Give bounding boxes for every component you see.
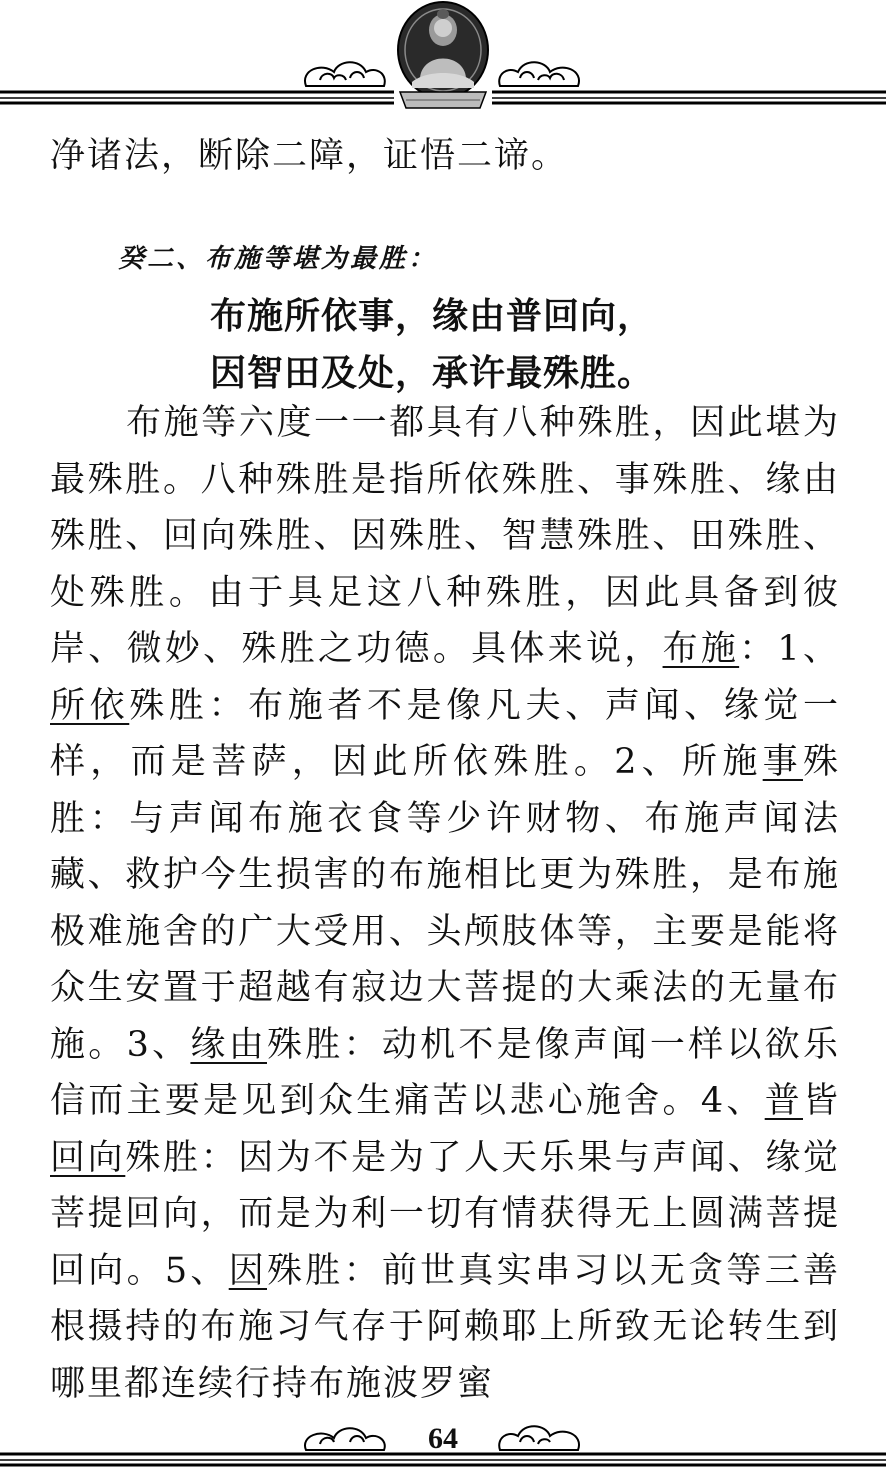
commentary-text: ：1、	[739, 629, 840, 669]
underlined-term: 普	[764, 1081, 803, 1121]
underlined-term: 所依	[50, 685, 130, 726]
page-number: 64	[428, 1422, 458, 1455]
commentary-text: 殊胜：与声闻布施衣食等少许财物、布施声闻法藏、救护今生损害的布施相比更为殊胜，是布施极难施舍的广大受用、头颅肢体等，主要是能将众生安置于超越有寂边大菩提的大乘法的无量布施。3、	[50, 742, 840, 1065]
underlined-term: 事	[762, 742, 803, 782]
underlined-term: 缘由	[190, 1024, 267, 1065]
commentary-text: 布施等六度一一都具有八种殊胜，因此堪为最殊胜。八种殊胜是指所依殊胜、事殊胜、缘由殊胜、回向殊胜、因殊胜、智慧殊胜、田殊胜、处殊胜。由于具足这八种殊胜，因此具备到彼岸、微妙、殊胜之功德。具体来说，	[50, 403, 840, 669]
continuation-line: 净诸法，断除二障，证悟二谛。	[50, 136, 569, 176]
underlined-term: 因	[228, 1250, 267, 1291]
buddha-emblem-icon	[394, 0, 492, 110]
section-heading: 癸二、布施等堪为最胜：	[118, 244, 438, 274]
commentary-text: 殊胜：前世真实串习以无贪等三善根摄持的布施习气存于阿赖耶上所致无论转生到哪里都连续行持布施波罗蜜	[50, 1250, 840, 1404]
verse-line-2: 因智田及处，承许最殊胜。	[210, 352, 655, 394]
page-header-ornament	[0, 0, 886, 120]
cloud-scroll-right-icon	[499, 62, 579, 86]
commentary-paragraph	[50, 395, 840, 1412]
commentary-text: 皆	[802, 1081, 840, 1121]
commentary-text: 殊胜：布施者不是像凡夫、声闻、缘觉一样，而是菩萨，因此所依殊胜。2、所施	[50, 685, 840, 782]
underlined-term: 回向	[50, 1137, 126, 1178]
underlined-term: 布施	[662, 629, 740, 669]
commentary-text: 殊胜：因为不是为了人天乐果与声闻、缘觉菩提回向，而是为利一切有情获得无上圆满菩提回向。5、	[50, 1137, 840, 1291]
cloud-scroll-left-icon	[305, 62, 385, 86]
commentary-text: 殊胜：动机不是像声闻一样以欲乐信而主要是见到众生痛苦以悲心施舍。4、	[50, 1024, 840, 1121]
verse-line-1: 布施所依事，缘由普回向，	[210, 295, 655, 337]
